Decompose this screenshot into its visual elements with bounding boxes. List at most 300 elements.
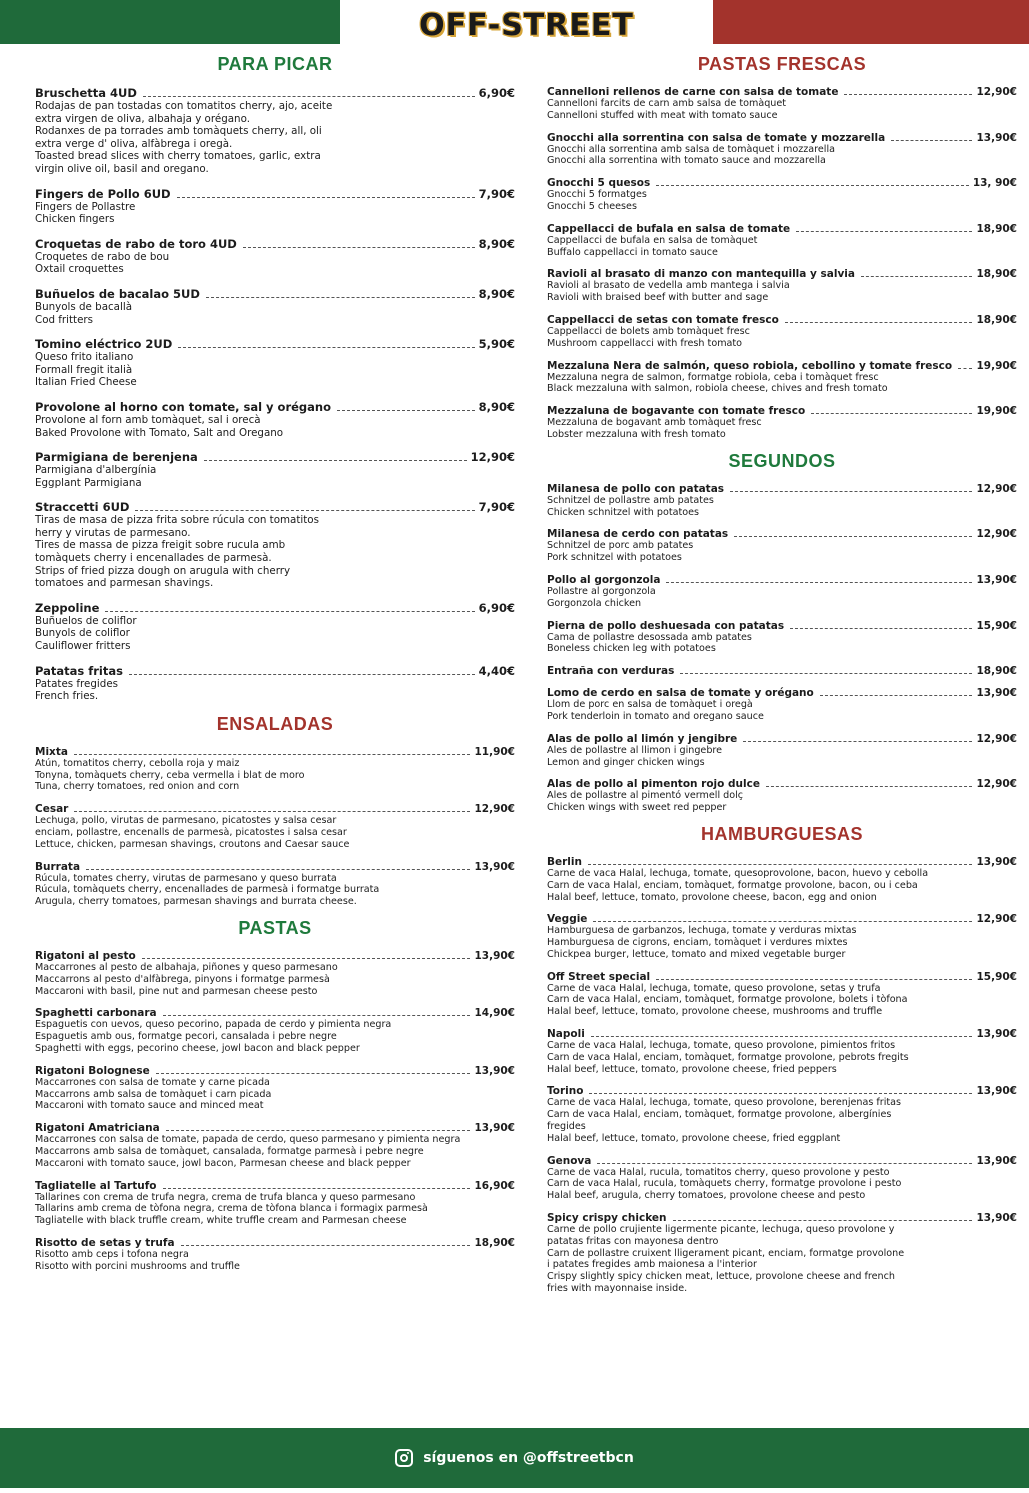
dish-price: 16,90€ [474,1179,515,1192]
dish-description: Maccaroni with tomato sauce, jowl bacon, Parmesan cheese and black pepper [35,1157,411,1169]
menu-item [547,483,1017,519]
dish-description: French fries. [35,690,99,703]
dish-description: Halal beef, lettuce, tomato, provolone cheese, fried peppers [547,1063,837,1075]
dish-description: Strips of fried pizza dough on arugula with cherry [35,564,291,577]
dish-price: 12,90€ [976,732,1017,745]
dish-description: Maccarrons amb salsa de tomàquet i carn picada [35,1088,272,1100]
dish-description: Pork tenderloin in tomato and oregano sauce [547,710,764,722]
dish-description: Cod fritters [35,313,94,326]
dish-name: Provolone al horno con tomate, sal y orégano [35,399,332,414]
menu-section [35,54,515,703]
dish-name: Ravioli al brasato di manzo con mantequilla y salvia [547,268,855,281]
footer-handle: síguenos en @offstreetbcn [423,1450,634,1466]
dish-description: Mezzaluna negra de salmon, formatge robiola, ceba i tomàquet fresc [547,371,879,383]
dish-description: Ales de pollastre al pimentó vermell dolç [547,790,744,802]
menu-item [547,177,1017,213]
menu-item [35,500,515,590]
leader-dots [143,96,475,97]
leader-dots [74,754,471,755]
instagram-icon [395,1449,413,1467]
dish-price: 13,90€ [976,131,1017,144]
dish-price: 13,90€ [474,860,515,873]
section-title: HAMBURGUESAS [700,823,863,844]
menu-item [547,360,1017,396]
dish-name: Spicy crispy chicken [547,1212,667,1225]
dish-description: Rúcula, tomates cherry, virutas de parmesano y queso burrata [35,872,337,884]
menu-section [35,918,515,1273]
dish-description: Parmigiana d'albergínia [35,464,157,477]
dish-name: Spaghetti carbonara [35,1007,157,1020]
dish-price: 13,90€ [976,855,1017,868]
dish-price: 18,90€ [976,313,1017,326]
leader-dots [163,1015,471,1016]
dish-price: 18,90€ [976,268,1017,281]
dish-price: 15,90€ [976,619,1017,632]
leader-dots [206,297,475,298]
menu-item [547,778,1017,814]
leader-dots [844,94,972,95]
dish-name: Rigatoni Bolognese [35,1064,150,1077]
leader-dots [656,979,972,980]
dish-description: Rodajas de pan tostadas con tomatitos cherry, ajo, aceite [35,100,333,112]
leader-dots [734,536,972,537]
social-link[interactable] [395,1449,634,1467]
dish-description: Cappellacci de bufala en salsa de tomàquet [547,234,758,246]
leader-dots [591,1036,973,1037]
leader-dots [204,460,467,461]
dish-name: Gnocchi alla sorrentina con salsa de tomate y mozzarella [547,131,886,144]
leader-dots [129,674,475,675]
dish-price: 19,90€ [976,359,1017,372]
leader-dots [820,695,973,696]
dish-name: Entraña con verduras [547,665,675,678]
dish-description: fregides [547,1121,586,1133]
menu-item [547,1028,1017,1075]
dish-description: extra verge d' oliva, alfàbrega i oregà. [35,137,233,150]
dish-description: Formall fregit italià [35,363,133,376]
dish-description: Toasted bread slices with cherry tomatoes, garlic, extra [35,150,321,163]
dish-description: Gorgonzola chicken [547,597,642,609]
dish-name: Off Street special [547,970,651,983]
dish-description: enciam, pollastre, encenalls de parmesà, picatostes i salsa cesar [35,827,347,838]
dish-description: Mushroom cappellacci with fresh tomato [547,337,743,349]
dish-description: Carne de vaca Halal, lechuga, tomate, quesoprovolone, bacon, huevo y cebolla [547,867,929,879]
dish-description: Carne de vaca Halal, lechuga, tomate, queso provolone, pimientos fritos [547,1040,896,1052]
menu-item [547,733,1017,769]
dish-description: Chickpea burger, lettuce, tomato and mixed vegetable burger [547,948,846,960]
dish-description: Mezzaluna de bogavant amb tomàquet fresc [547,417,762,429]
dish-name: Pierna de pollo deshuesada con patatas [547,619,785,632]
dish-price: 7,90€ [478,500,515,515]
menu-item [35,664,515,703]
dish-price: 18,90€ [976,222,1017,235]
menu-item [35,237,515,276]
dish-name: Pollo al gorgonzola [547,573,661,586]
dish-price: 13,90€ [976,1212,1017,1225]
leader-dots [680,673,972,674]
dish-name: Milanesa de pollo con patatas [547,482,725,495]
dish-description: Tires de massa de pizza freigit sobre rucula amb [35,539,286,552]
leader-dots [74,811,470,812]
dish-description: Lemon and ginger chicken wings [547,756,705,768]
menu-item [35,746,515,793]
dish-description: Carn de pollastre cruixent lligerament picant, enciam, formatge provolone [547,1247,905,1259]
dish-description: Halal beef, lettuce, tomato, provolone cheese, mushrooms and truffle [547,1006,883,1018]
dish-description: Cannelloni farcits de carn amb salsa de tomàquet [547,98,787,109]
dish-price: 13,90€ [976,1154,1017,1167]
dish-description: Lobster mezzaluna with fresh tomato [547,428,726,440]
dish-description: Provolone al forn amb tomàquet, sal i orecà [35,413,261,426]
dish-description: Bunyols de bacallà [35,300,133,313]
dish-description: Hamburguesa de cigrons, enciam, tomàquet i verdures mixtes [547,937,848,949]
dish-description: Buñuelos de coliflor [35,614,137,627]
dish-description: Risotto amb ceps i tofona negra [35,1248,189,1260]
dish-price: 5,90€ [478,337,515,352]
dish-price: 13,90€ [976,1085,1017,1098]
leader-dots [589,1093,972,1094]
dish-name: Straccetti 6UD [35,500,130,515]
leader-dots [86,869,470,870]
dish-name: Mezzaluna de bogavante con tomate fresco [547,405,806,418]
dish-description: Cama de pollastre desossada amb patates [547,631,752,643]
dish-description: Bunyols de coliflor [35,627,130,640]
menu-item [35,803,515,850]
menu-item [35,601,515,653]
dish-name: Patatas fritas [35,663,123,678]
dish-description: Buffalo cappellacci in tomato sauce [547,246,718,258]
menu-item [547,1085,1017,1144]
dish-description: patatas fritas con mayonesa dentro [547,1235,719,1247]
section-title: PASTAS FRESCAS [697,54,867,74]
dish-price: 6,90€ [478,600,515,615]
leader-dots [785,322,973,323]
dish-price: 13,90€ [474,949,515,962]
dish-price: 12,90€ [470,450,515,465]
dish-price: 12,90€ [976,528,1017,541]
menu-item [547,314,1017,350]
dish-description: Carne de pollo crujiente ligermente picante, lechuga, queso provolone y [547,1224,895,1236]
dish-price: 18,90€ [474,1236,515,1249]
dish-name: Lomo de cerdo en salsa de tomate y orégano [547,687,814,700]
dish-description: Maccarrones al pesto de albahaja, piñones y queso parmesano [35,961,338,973]
dish-name: Milanesa de cerdo con patatas [547,528,729,541]
dish-description: herry y virutas de parmesano. [35,526,191,539]
menu-item [35,1237,515,1273]
dish-description: Halal beef, lettuce, tomato, provolone cheese, bacon, egg and onion [547,891,877,903]
dish-name: Croquetas de rabo de toro 4UD [35,236,237,251]
dish-name: Torino [547,1085,584,1098]
leader-dots [163,1188,471,1189]
dish-price: 8,90€ [478,399,515,414]
dish-price: 13,90€ [474,1122,515,1135]
dish-name: Burrata [35,860,81,873]
dish-description: Maccaroni with tomato sauce and minced meat [35,1100,264,1112]
menu-item [547,268,1017,304]
menu-item [547,223,1017,259]
dish-description: Schnitzel de pollastre amb patates [547,494,714,506]
dish-description: Halal beef, lettuce, tomato, provolone cheese, fried eggplant [547,1132,841,1144]
dish-description: Gnocchi alla sorrentina with tomato sauce and mozzarella [547,155,826,167]
dish-description: Queso frito italiano [35,351,134,364]
dish-description: Fingers de Pollastre [35,200,136,213]
leader-dots [743,741,972,742]
dish-description: Carn de vaca Halal, enciam, tomàquet, formatge provolone, bolets i tòfona [547,994,908,1006]
leader-dots [156,1073,471,1074]
leader-dots [796,231,972,232]
leader-dots [766,786,973,787]
dish-description: Ravioli with braised beef with butter and sage [547,292,769,304]
dish-description: Carne de vaca Halal, lechuga, tomate, queso provolone, berenjenas fritas [547,1097,902,1109]
section-title: ENSALADAS [216,713,334,734]
dish-price: 13,90€ [976,687,1017,700]
menu-section [547,451,1017,814]
dish-price: 12,90€ [474,803,515,816]
dish-description: Atún, tomatitos cherry, cebolla roja y maiz [35,757,240,769]
dish-description: Black mezzaluna with salmon, robiola cheese, chives and fresh tomato [547,383,888,395]
leader-dots [105,611,474,612]
dish-price: 12,90€ [976,482,1017,495]
header-band-red [713,0,1029,44]
dish-description: Pollastre al gorgonzola [547,585,656,597]
dish-price: 4,40€ [478,663,515,678]
leader-dots [178,347,474,348]
dish-price: 6,90€ [478,86,515,100]
menu-item [547,405,1017,441]
dish-description: Tonyna, tomàquets cherry, ceba vermella i blat de moro [35,769,305,781]
dish-description: Hamburguesa de garbanzos, lechuga, tomate y verduras mixtas [547,925,857,937]
menu-item [547,913,1017,960]
dish-description: Espaguetis amb ous, formatge pecori, cansalada i pebre negre [35,1031,337,1043]
menu-item [547,1155,1017,1202]
dish-description: Tallarines con crema de trufa negra, crema de trufa blanca y queso parmesano [35,1191,416,1203]
menu-column-left [35,54,515,1283]
menu-section [547,54,1017,441]
dish-description: Gnocchi alla sorrentina amb salsa de tomàquet i mozzarella [547,143,836,155]
dish-name: Rigatoni Amatriciana [35,1122,160,1135]
dish-name: Tomino eléctrico 2UD [35,337,173,352]
dish-name: Mixta [35,745,68,758]
menu-column-right [547,54,1017,1305]
dish-price: 13, 90€ [972,177,1017,190]
dish-description: Baked Provolone with Tomato, Salt and Oregano [35,426,284,439]
dish-description: Maccarrons al pesto d'alfàbrega, pinyons i formatge parmesà [35,973,330,985]
leader-dots [177,197,475,198]
dish-description: Tiras de masa de pizza frita sobre rúcula con tomatitos [35,514,319,527]
dish-name: Cesar [35,803,69,816]
dish-price: 13,90€ [474,1064,515,1077]
dish-description: Spaghetti with eggs, pecorino cheese, jowl bacon and black pepper [35,1042,360,1054]
leader-dots [135,510,474,511]
dish-description: Carne de vaca Halal, lechuga, tomate, queso provolone, setas y trufa [547,982,881,994]
dish-price: 19,90€ [976,405,1017,418]
dish-name: Fingers de Pollo 6UD [35,186,171,201]
dish-description: extra virgen de oliva, albahaja y orégano. [35,112,250,125]
dish-name: Tagliatelle al Tartufo [35,1179,157,1192]
leader-dots [673,1220,973,1221]
dish-description: Maccarrones con salsa de tomate, papada de cerdo, queso parmesano y pimienta negra [35,1134,461,1146]
leader-dots [142,958,471,959]
menu-item [35,337,515,389]
dish-description: Carne de vaca Halal, rucula, tomatitos cherry, queso provolone y pesto [547,1166,890,1178]
dish-description: i patates fregides amb maionesa a l'interior [547,1259,757,1271]
menu-item [547,687,1017,723]
dish-description: Maccarrones con salsa de tomate y carne picada [35,1076,270,1088]
leader-dots [730,491,972,492]
dish-name: Alas de pollo al pimenton rojo dulce [547,778,760,791]
dish-description: Patates fregides [35,677,119,690]
dish-description: virgin olive oil, basil and oregano. [35,162,209,175]
leader-dots [656,185,969,186]
dish-description: Rúcula, tomàquets cherry, encenallades de parmesà i formatge burrata [35,884,380,896]
menu-section [547,824,1017,1295]
header-band-green [0,0,340,44]
dish-description: Cappellacci de bolets amb tomàquet fresc [547,325,750,337]
dish-description: tomatoes and parmesan shavings. [35,577,214,590]
menu-item [547,1212,1017,1295]
brand-logo: OFF-STREET [419,7,634,43]
dish-price: 13,90€ [976,1028,1017,1041]
dish-description: Tuna, cherry tomatoes, red onion and corn [35,781,240,793]
dish-name: Cannelloni rellenos de carne con salsa de tomate [547,86,839,98]
leader-dots [166,1130,471,1131]
dish-price: 11,90€ [474,745,515,758]
menu-item [35,86,515,176]
dish-name: Bruschetta 4UD [35,86,137,100]
dish-description: Arugula, cherry tomatoes, parmesan shavings and burrata cheese. [35,896,357,908]
dish-description: Croquetes de rabo de bou [35,250,170,263]
dish-description: Ravioli al brasato de vedella amb mantega i salvia [547,280,790,292]
menu-item [547,528,1017,564]
dish-price: 7,90€ [478,186,515,201]
section-title: SEGUNDOS [728,450,836,471]
menu-item [35,187,515,226]
dish-name: Cappellacci de setas con tomate fresco [547,313,779,326]
dish-description: Carn de vaca Halal, enciam, tomàquet, formatge provolone, bacon, ou i ceba [547,879,918,891]
leader-dots [597,1163,972,1164]
dish-description: Oxtail croquettes [35,263,124,276]
dish-description: Maccaroni with basil, pine nut and parmesan cheese pesto [35,985,318,997]
dish-price: 8,90€ [478,236,515,251]
dish-description: Gnocchi 5 formatges [547,189,647,201]
leader-dots [243,247,475,248]
dish-name: Zeppoline [35,600,100,615]
dish-price: 14,90€ [474,1007,515,1020]
dish-description: Chicken wings with sweet red pepper [547,802,727,814]
dish-description: Ales de pollastre al llimon i gingebre [547,744,723,756]
leader-dots [593,921,972,922]
dish-name: Buñuelos de bacalao 5UD [35,286,200,301]
dish-name: Risotto de setas y trufa [35,1236,175,1249]
leader-dots [181,1245,471,1246]
menu-item [547,620,1017,656]
dish-description: Halal beef, arugula, cherry tomatoes, provolone cheese and pesto [547,1190,866,1202]
leader-dots [666,582,972,583]
menu-item [547,132,1017,168]
dish-description: Carn de vaca Halal, enciam, tomàquet, formatge provolone, albergínies [547,1109,892,1121]
dish-description: Lechuga, pollo, virutas de parmesano, picatostes y salsa cesar [35,815,337,827]
menu-section [35,714,515,908]
menu-item [35,1065,515,1112]
leader-dots [861,276,972,277]
dish-description: Schnitzel de porc amb patates [547,540,694,552]
dish-name: Veggie [547,913,588,926]
dish-name: Genova [547,1154,592,1167]
dish-price: 8,90€ [478,286,515,301]
menu-item [35,287,515,326]
dish-description: Tallarins amb crema de tòfona negra, crema de tòfona blanca i formagix parmesà [35,1203,428,1215]
dish-description: Llom de porc en salsa de tomàquet i oregà [547,699,753,711]
menu-item [547,86,1017,122]
dish-description: Italian Fried Cheese [35,376,137,389]
menu-item [35,861,515,908]
menu-item [35,400,515,439]
dish-description: Carn de vaca Halal, rucula, tomàquets cherry, formatge provolone i pesto [547,1178,902,1190]
dish-description: Tagliatelle with black truffle cream, white truffle cream and Parmesan cheese [35,1215,407,1227]
menu-item [35,1180,515,1227]
dish-name: Mezzaluna Nera de salmón, queso robiola, cebollino y tomate fresco [547,359,953,372]
dish-price: 12,90€ [976,778,1017,791]
dish-price: 13,90€ [976,573,1017,586]
dish-description: tomàquets cherry i encenallades de parmesà. [35,552,272,565]
dish-name: Parmigiana de berenjena [35,450,198,465]
dish-description: fries with mayonnaise inside. [547,1283,688,1295]
dish-name: Rigatoni al pesto [35,949,136,962]
dish-description: Cannelloni stuffed with meat with tomato sauce [547,109,778,121]
dish-price: 12,90€ [976,86,1017,98]
dish-description: Chicken schnitzel with potatoes [547,506,700,518]
dish-description: Rodanxes de pa torrades amb tomàquets cherry, all, oli [35,125,322,138]
dish-description: Carn de vaca Halal, enciam, tomàquet, formatge provolone, pebrots fregits [547,1051,909,1063]
leader-dots [958,368,972,369]
leader-dots [811,413,972,414]
menu-item [35,1122,515,1169]
footer-bar [0,1428,1029,1488]
dish-name: Gnocchi 5 quesos [547,177,651,190]
dish-description: Gnocchi 5 cheeses [547,200,637,212]
menu-item [547,856,1017,903]
leader-dots [337,410,475,411]
menu-item [547,574,1017,610]
dish-description: Risotto with porcini mushrooms and truffle [35,1260,240,1272]
section-title: PARA PICAR [217,54,333,74]
dish-name: Alas de pollo al limón y jengibre [547,732,738,745]
section-title: PASTAS [238,917,312,938]
dish-name: Berlin [547,855,582,868]
dish-price: 15,90€ [976,970,1017,983]
dish-name: Cappellacci de bufala en salsa de tomate [547,222,791,235]
dish-description: Crispy slightly spicy chicken meat, lettuce, provolone cheese and french [547,1271,895,1283]
leader-dots [588,864,972,865]
dish-description: Boneless chicken leg with potatoes [547,643,716,655]
dish-name: Napoli [547,1028,585,1041]
dish-price: 18,90€ [976,665,1017,678]
dish-description: Espaguetis con uevos, queso pecorino, papada de cerdo y pimienta negra [35,1019,392,1031]
dish-description: Chicken fingers [35,213,115,226]
dish-description: Pork schnitzel with potatoes [547,552,682,564]
dish-description: Lettuce, chicken, parmesan shavings, croutons and Caesar sauce [35,838,350,850]
leader-dots [790,628,972,629]
dish-description: Maccarrons amb salsa de tomàquet, cansalada, formatge parmesà i pebre negre [35,1145,424,1157]
menu-item [547,971,1017,1018]
dish-description: Cauliflower fritters [35,640,131,653]
menu-item [35,1007,515,1054]
dish-price: 12,90€ [976,913,1017,926]
dish-description: Eggplant Parmigiana [35,476,142,489]
menu-item [547,665,1017,677]
menu-item [35,450,515,489]
leader-dots [891,140,972,141]
menu-item [35,950,515,997]
